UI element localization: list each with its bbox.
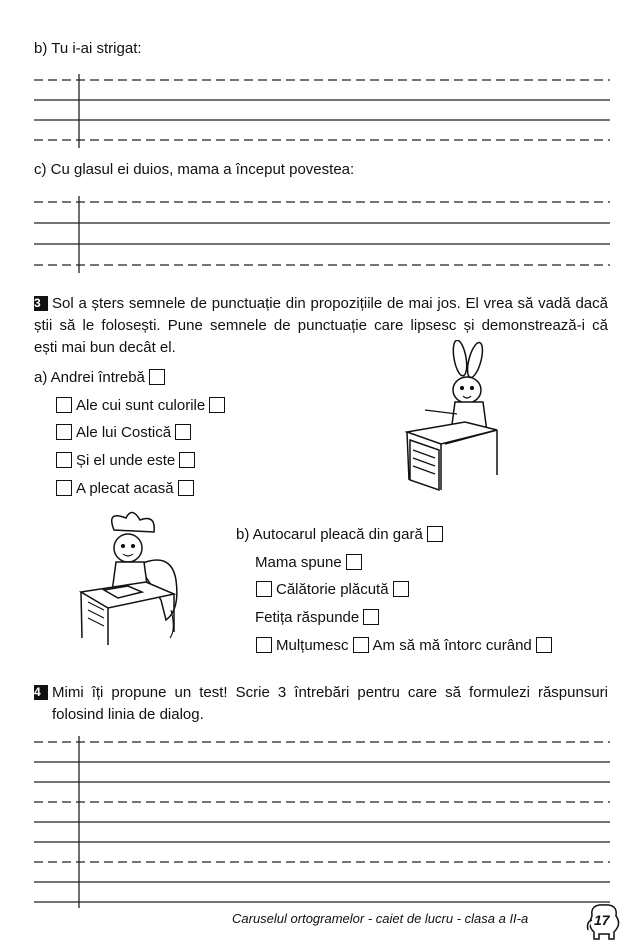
ex3-a-intro: a) Andrei întrebă [34, 369, 169, 387]
ex3-b-line3: Fetița răspunde [255, 609, 383, 627]
ex3-a-line2: Ale lui Costică [52, 424, 195, 442]
writing-lines-c[interactable] [34, 196, 610, 276]
dash-box[interactable] [256, 581, 272, 597]
ex3-instruction-line3: ești mai bun decât el. [34, 339, 176, 356]
prompt-c: c) Cu glasul ei duios, mama a început povestea: [34, 161, 355, 178]
ex4-number: 4 [34, 685, 48, 700]
punctuation-box[interactable] [427, 526, 443, 542]
punctuation-box[interactable] [149, 369, 165, 385]
girl-writing-illustration [76, 510, 196, 650]
ex3-a-line3: Și el unde este [52, 452, 199, 470]
rabbit-at-desk-illustration [405, 340, 505, 500]
ex3-instruction-line2: știi să le folosești. Pune semnele de punctuație care lipsesc și demonstrează-i că [34, 317, 608, 334]
prompt-b: b) Tu i-ai strigat: [34, 40, 142, 57]
writing-lines-ex4[interactable] [34, 736, 610, 908]
punctuation-box[interactable] [175, 424, 191, 440]
ex3-a-line1: Ale cui sunt culorile [52, 397, 229, 415]
ex3-b-intro: b) Autocarul pleacă din gară [236, 526, 447, 544]
page-number-badge [584, 902, 624, 947]
ex3-a-line4: A plecat acasă [52, 480, 198, 498]
page-number: 17 [594, 912, 610, 928]
ex3-b-line2: Călătorie plăcută [252, 581, 413, 599]
punctuation-box[interactable] [393, 581, 409, 597]
punctuation-box[interactable] [536, 637, 552, 653]
dash-box[interactable] [56, 480, 72, 496]
ex3-number: 3 [34, 296, 48, 311]
ex3-b-line1: Mama spune [255, 554, 366, 572]
ex3-b-line4: Mulțumesc Am să mă întorc curând [252, 637, 556, 655]
writing-lines-b[interactable] [34, 74, 610, 154]
punctuation-box[interactable] [179, 452, 195, 468]
punctuation-box[interactable] [363, 609, 379, 625]
ex3-instruction-line1: 3 Sol a șters semnele de punctuație din propozițiile de mai jos. El vrea să vadă dacă [34, 295, 608, 312]
punctuation-box[interactable] [346, 554, 362, 570]
footer-text: Caruselul ortogramelor - caiet de lucru - clasa a II-a [232, 911, 529, 926]
dash-box[interactable] [56, 397, 72, 413]
punctuation-box[interactable] [353, 637, 369, 653]
dash-box[interactable] [256, 637, 272, 653]
dash-box[interactable] [56, 424, 72, 440]
dash-box[interactable] [56, 452, 72, 468]
punctuation-box[interactable] [178, 480, 194, 496]
ex4-instruction-line2: folosind linia de dialog. [52, 706, 204, 723]
ex4-instruction-line1: 4 Mimi îți propune un test! Scrie 3 întrebări pentru care să formulezi răspunsuri [34, 684, 608, 701]
punctuation-box[interactable] [209, 397, 225, 413]
